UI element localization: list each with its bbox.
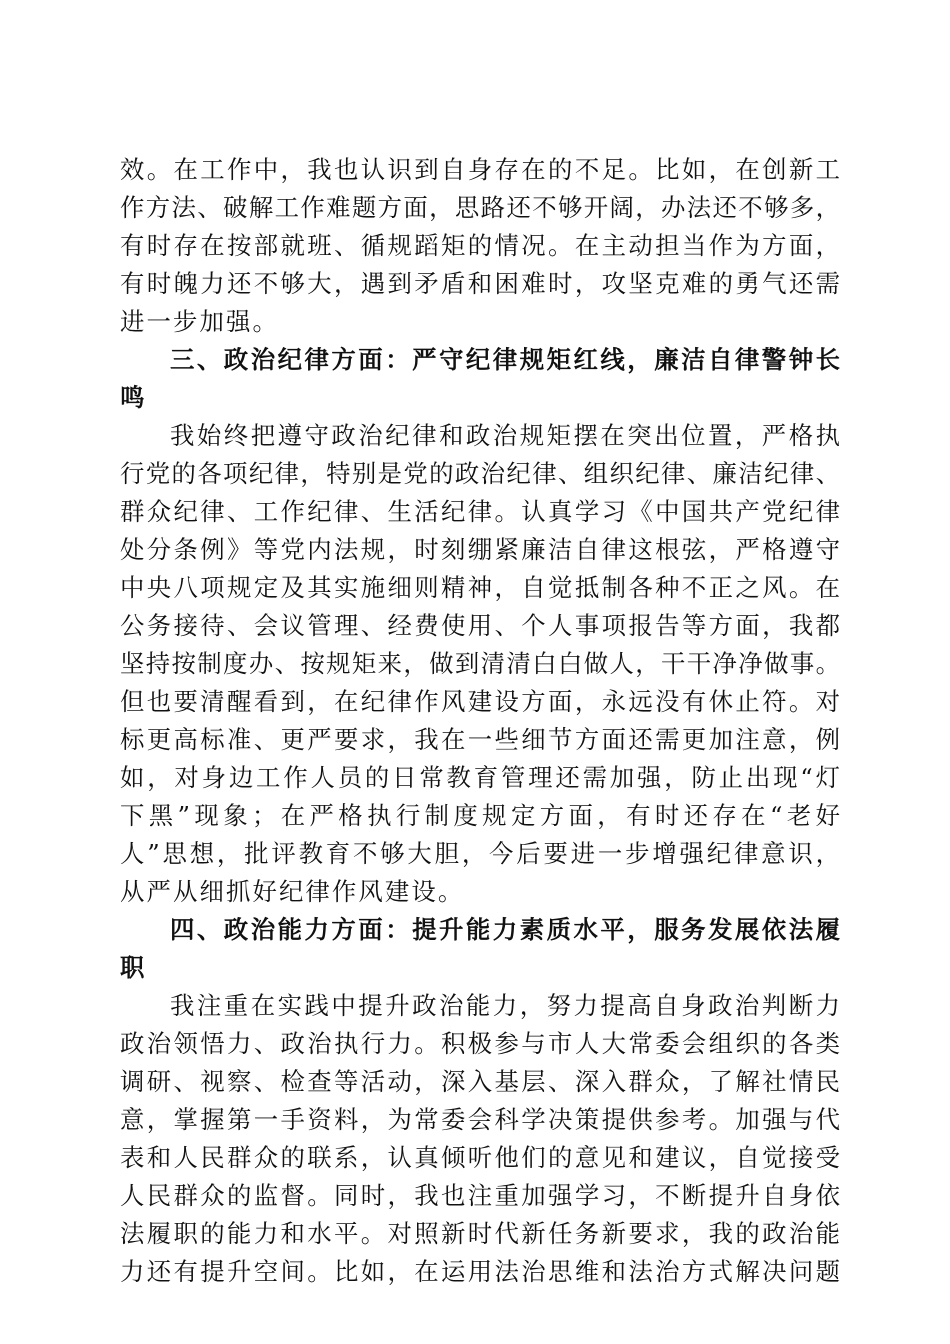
text-line: 调研、视察、检查等活动，深入基层、深入群众，了解社情民 xyxy=(120,1067,840,1096)
text-line: 政治领悟力、政治执行力。积极参与市人大常委会组织的各类 xyxy=(120,1029,840,1058)
text-line: 效。在工作中，我也认识到自身存在的不足。比如，在创新工 xyxy=(120,155,840,184)
section-heading-4-cont: 职 xyxy=(120,953,146,982)
text-line: 从严从细抓好纪律作风建设。 xyxy=(120,877,465,906)
text-line: 我始终把遵守政治纪律和政治规矩摆在突出位置，严格执 xyxy=(170,421,840,450)
text-line: 人”思想，批评教育不够大胆，今后要进一步增强纪律意识， xyxy=(120,839,840,868)
text-line: 人民群众的监督。同时，我也注重加强学习，不断提升自身依 xyxy=(120,1181,840,1210)
text-line: 意，掌握第一手资料，为常委会科学决策提供参考。加强与代 xyxy=(120,1105,840,1134)
text-line: 下黑”现象；在严格执行制度规定方面，有时还存在“老好 xyxy=(120,801,840,830)
section-heading-3-cont: 鸣 xyxy=(120,383,146,412)
text-line: 有时魄力还不够大，遇到矛盾和困难时，攻坚克难的勇气还需 xyxy=(120,269,840,298)
text-line: 坚持按制度办、按规矩来，做到清清白白做人，干干净净做事。 xyxy=(120,649,840,678)
text-line: 但也要清醒看到，在纪律作风建设方面，永远没有休止符。对 xyxy=(120,687,840,716)
section-heading-3: 三、政治纪律方面：严守纪律规矩红线，廉洁自律警钟长 xyxy=(170,345,840,374)
text-line: 中央八项规定及其实施细则精神，自觉抵制各种不正之风。在 xyxy=(120,573,840,602)
text-line: 力还有提升空间。比如，在运用法治思维和法治方式解决问题 xyxy=(120,1257,840,1286)
text-line: 进一步加强。 xyxy=(120,307,279,336)
text-line: 群众纪律、工作纪律、生活纪律。认真学习《中国共产党纪律 xyxy=(120,497,840,526)
text-line: 处分条例》等党内法规，时刻绷紧廉洁自律这根弦，严格遵守 xyxy=(120,535,840,564)
text-line: 公务接待、会议管理、经费使用、个人事项报告等方面，我都 xyxy=(120,611,840,640)
text-line: 我注重在实践中提升政治能力，努力提高自身政治判断力 xyxy=(170,991,840,1020)
text-line: 行党的各项纪律，特别是党的政治纪律、组织纪律、廉洁纪律、 xyxy=(120,459,840,488)
text-line: 表和人民群众的联系，认真倾听他们的意见和建议，自觉接受 xyxy=(120,1143,840,1172)
text-line: 作方法、破解工作难题方面，思路还不够开阔，办法还不够多， xyxy=(120,193,840,222)
text-line: 标更高标准、更严要求，我在一些细节方面还需更加注意，例 xyxy=(120,725,840,754)
text-line: 如，对身边工作人员的日常教育管理还需加强，防止出现“灯 xyxy=(120,763,840,792)
text-line: 法履职的能力和水平。对照新时代新任务新要求，我的政治能 xyxy=(120,1219,840,1248)
section-heading-4: 四、政治能力方面：提升能力素质水平，服务发展依法履 xyxy=(170,915,840,944)
text-line: 有时存在按部就班、循规蹈矩的情况。在主动担当作为方面， xyxy=(120,231,840,260)
